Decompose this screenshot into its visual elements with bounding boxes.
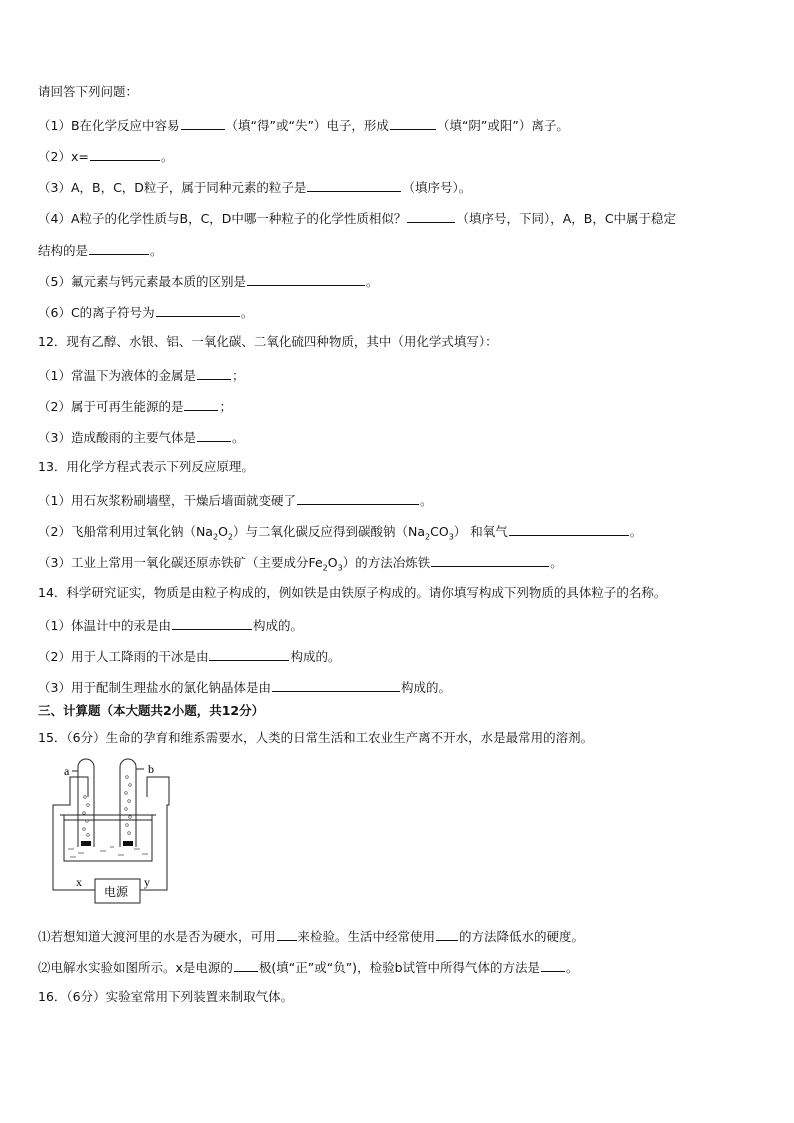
label-y: y: [144, 875, 150, 889]
test-tube-a: [78, 759, 94, 847]
question-14-3: （3）用于配制生理盐水的氯化钠晶体是由 构成的。: [38, 677, 451, 697]
answer-blank[interactable]: [541, 957, 565, 972]
question-13-1: （1）用石灰浆粉刷墙壁，干燥后墙面就变硬了 。: [38, 490, 432, 510]
answer-blank[interactable]: [509, 521, 629, 536]
question-16: 16．（6分）实验室常用下列装置来制取气体。: [38, 989, 294, 1004]
wire-left: [53, 777, 95, 890]
question-3: （3）A，B，C，D粒子，属于同种元素的粒子是 （填序号）。: [38, 177, 471, 197]
question-12-2: （2）属于可再生能源的是 ；: [38, 396, 232, 416]
question-5: （5）氟元素与钙元素最本质的区别是 。: [38, 271, 378, 291]
question-14: 14．科学研究证实，物质是由粒子构成的，例如铁是由铁原子构成的。请你填写构成下列物质的具体粒子的名称。: [38, 585, 667, 600]
answer-blank[interactable]: [209, 646, 289, 661]
electrolysis-diagram: [48, 757, 188, 907]
beaker: [64, 815, 152, 861]
answer-blank[interactable]: [307, 177, 401, 192]
power-label: 电源: [104, 885, 129, 899]
question-15-1: ⑴若想知道大渡河里的水是否为硬水，可用 来检验。生活中经常使用 的方法降低水的硬度。: [38, 926, 584, 946]
answer-blank[interactable]: [436, 926, 458, 941]
label-x: x: [76, 875, 82, 889]
label-b: b: [148, 762, 154, 776]
wire-right: [140, 777, 169, 890]
question-13-2: （2）飞船常利用过氧化钠$(Na_2O_2)$与二氧化碳反应得到碳酸钠$(Na_2CO_3)$ 和氧气 。: [38, 521, 642, 541]
answer-blank[interactable]: [297, 490, 419, 505]
answer-blank[interactable]: [390, 115, 436, 130]
answer-blank[interactable]: [181, 115, 225, 130]
question-12-3: （3）造成酸雨的主要气体是 。: [38, 427, 244, 447]
question-4: （4）A粒子的化学性质与B，C，D中哪一种粒子的化学性质相似？ （填序号，下同），A，B，C中属于稳定: [38, 208, 676, 228]
answer-blank[interactable]: [431, 552, 549, 567]
electrode-a: [81, 841, 91, 846]
answer-blank[interactable]: [90, 146, 160, 161]
question-15: 15．（6分）生命的孕育和维系需要水，人类的日常生活和工农业生产离不开水，水是最常用的溶剂。: [38, 730, 594, 745]
question-1: （1）B在化学反应中容易 （填“得”或“失”）电子，形成 （填“阴”或阳”）离子。: [38, 115, 569, 135]
answer-blank[interactable]: [172, 615, 252, 630]
question-14-2: （2）用于人工降雨的干冰是由 构成的。: [38, 646, 340, 666]
question-13: 13．用化学方程式表示下列反应原理。: [38, 459, 254, 474]
answer-blank[interactable]: [277, 926, 297, 941]
section-heading: 三、计算题（本大题共2小题，共12分）: [38, 703, 265, 718]
answer-blank[interactable]: [197, 427, 231, 442]
answer-blank[interactable]: [247, 271, 365, 286]
question-6: （6）C的离子符号为 。: [38, 302, 253, 322]
intro: 请回答下列问题：: [38, 84, 139, 99]
answer-blank[interactable]: [156, 302, 240, 317]
question-4-cont: 结构的是 。: [38, 240, 163, 260]
answer-blank[interactable]: [234, 957, 258, 972]
answer-blank[interactable]: [197, 365, 231, 380]
question-14-1: （1）体温计中的汞是由 构成的。: [38, 615, 303, 635]
question-12-1: （1）常温下为液体的金属是 ；: [38, 365, 244, 385]
answer-blank[interactable]: [407, 208, 455, 223]
question-13-3: （3）工业上常用一氧化碳还原赤铁矿（主要成分$Fe_2O_3$）的方法冶炼铁 。: [38, 552, 563, 572]
label-a: a: [64, 764, 70, 778]
question-2: （2）x= 。: [38, 146, 173, 166]
question-15-2: ⑵电解水实验如图所示。x是电源的 极(填“正”或“负”)，检验b试管中所得气体的方法是 。: [38, 957, 579, 977]
answer-blank[interactable]: [184, 396, 218, 411]
electrode-b: [123, 841, 133, 846]
answer-blank[interactable]: [272, 677, 400, 692]
answer-blank[interactable]: [89, 240, 149, 255]
question-12: 12．现有乙醇、水银、铝、一氧化碳、二氧化硫四种物质，其中（用化学式填写）：: [38, 334, 498, 349]
